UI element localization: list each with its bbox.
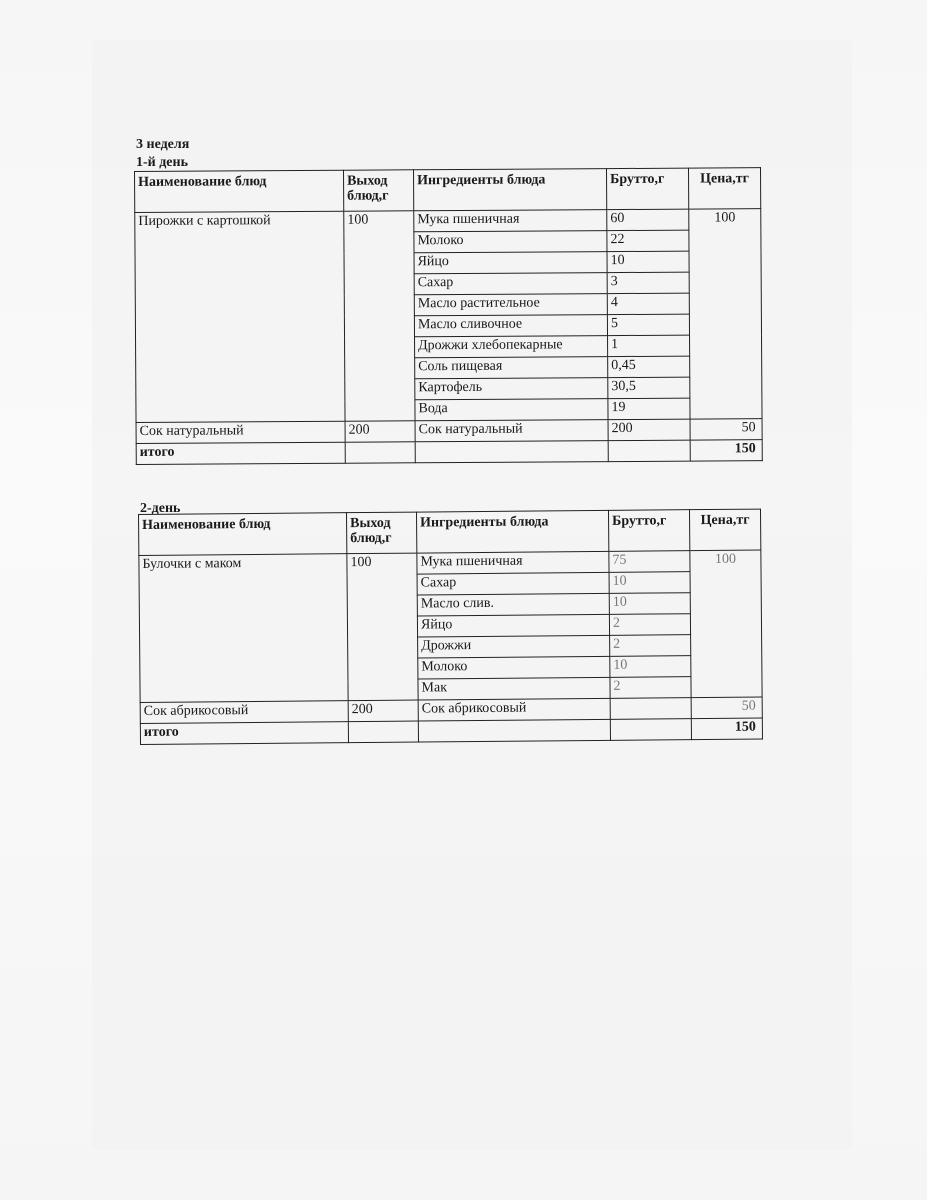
header-output: Выход блюд,г <box>346 512 416 554</box>
ingredient-gross: 3 <box>607 272 689 294</box>
table-header-row <box>135 168 761 213</box>
ingredient-name: Молоко <box>418 656 610 679</box>
drink-price: 50 <box>691 697 762 719</box>
ingredient-gross: 2 <box>610 635 691 657</box>
dish-output: 100 <box>347 553 418 701</box>
ingredient-gross: 19 <box>608 398 690 420</box>
ingredient-name: Мука пшеничная <box>414 210 607 232</box>
header-price: Цена,тг <box>688 168 760 209</box>
ingredient-name: Яйцо <box>414 252 607 274</box>
ingredient-name: Соль пищевая <box>415 357 608 379</box>
header-price: Цена,тг <box>689 509 760 551</box>
drink-output: 200 <box>348 700 418 722</box>
ingredient-name: Масло растительное <box>414 294 607 316</box>
ingredient-name: Яйцо <box>417 614 609 637</box>
ingredient-gross: 75 <box>609 551 690 573</box>
ingredient-name: Масло слив. <box>417 593 609 616</box>
total-row <box>136 440 762 465</box>
day2-title: 2-день <box>140 501 181 516</box>
ingredient-gross: 2 <box>609 614 690 636</box>
header-dish: Наименование блюд <box>139 513 347 556</box>
ingredient-name: Мак <box>418 677 610 700</box>
ingredient-name: Вода <box>415 399 608 421</box>
ingredient-gross: 22 <box>607 230 689 252</box>
ingredient-gross: 10 <box>607 251 689 273</box>
ingredient-name: Картофель <box>415 378 608 400</box>
dish-name: Пирожки с картошкой <box>135 211 345 422</box>
ingredient-gross: 10 <box>609 593 690 615</box>
header-ingredients: Ингредиенты блюда <box>416 510 608 553</box>
ingredient-name: Сахар <box>414 273 607 295</box>
drink-price: 50 <box>690 419 762 440</box>
ingredient-gross: 5 <box>607 314 689 336</box>
total-price: 150 <box>691 718 762 740</box>
total-label: итого <box>136 442 345 464</box>
header-ingredients: Ингредиенты блюда <box>413 169 606 211</box>
table-header-row <box>139 509 761 555</box>
header-gross: Брутто,г <box>608 510 689 552</box>
header-output: Выход блюд,г <box>343 170 413 211</box>
dish-price: 100 <box>690 550 762 698</box>
ingredient-name: Молоко <box>414 231 607 253</box>
ingredient-gross: 10 <box>610 656 691 678</box>
week-title: 3 неделя <box>136 137 190 152</box>
ingredient-gross: 30,5 <box>608 377 690 399</box>
dish-price: 100 <box>689 209 762 419</box>
drink-name: Сок натуральный <box>136 421 345 443</box>
header-dish: Наименование блюд <box>135 170 344 212</box>
ingredient-name: Дрожжи хлебопекарные <box>415 336 608 358</box>
day2-menu-table <box>138 509 763 745</box>
header-gross: Брутто,г <box>606 168 688 210</box>
ingredient-gross: 60 <box>607 209 689 231</box>
ingredient-gross: 1 <box>608 335 690 357</box>
drink-name: Сок абрикосовый <box>140 701 348 724</box>
drink-gross <box>610 698 691 720</box>
total-price: 150 <box>690 440 762 461</box>
drink-gross: 200 <box>608 419 690 441</box>
ingredient-name: Сахар <box>417 572 609 595</box>
ingredient-gross: 10 <box>609 572 690 594</box>
ingredient-gross: 2 <box>610 677 691 699</box>
ingredient-gross: 4 <box>607 293 689 315</box>
ingredient-gross: 0,45 <box>608 356 690 378</box>
drink-ingredient: Сок абрикосовый <box>418 698 610 721</box>
dish-output: 100 <box>344 211 415 421</box>
day1-title: 1-й день <box>136 155 188 170</box>
total-label: итого <box>140 722 348 745</box>
day1-menu-table <box>134 167 763 465</box>
ingredient-name: Дрожжи <box>418 635 610 658</box>
drink-output: 200 <box>345 421 415 442</box>
dish-name: Булочки с маком <box>139 554 348 703</box>
ingredient-name: Мука пшеничная <box>417 551 609 574</box>
drink-ingredient: Сок натуральный <box>415 420 608 442</box>
ingredient-name: Масло сливочное <box>414 315 607 337</box>
